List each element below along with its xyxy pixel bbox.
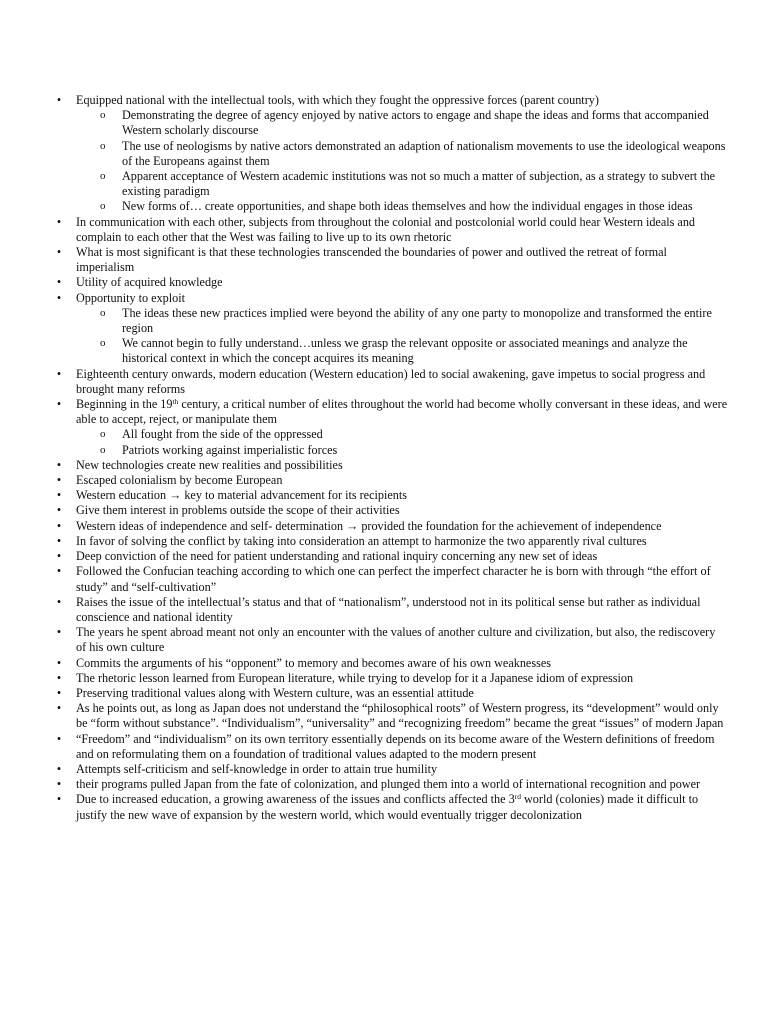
sub-bullet-text: We cannot begin to fully understand…unless we grasp the relevant opposite or associated meanings and analyze the historical context in which the concept acquires its meaning — [122, 336, 688, 366]
bullet-item — [56, 533, 728, 549]
bullet-glyph: • — [56, 670, 62, 685]
bullet-item — [56, 792, 728, 822]
bullet-item — [56, 473, 728, 488]
bullet-text: world (colonies) made it difficult to justify the new wave of expansion by the western world, which would eventually trigger decolonization — [76, 792, 699, 822]
bullet-glyph: • — [56, 275, 62, 290]
bullet-item — [56, 761, 728, 777]
bullet-item — [56, 397, 728, 458]
bullet-text: Western education → key to material advancement for its recipients — [76, 488, 408, 503]
sub-bullet-item — [100, 199, 728, 214]
bullet-glyph: • — [56, 245, 62, 260]
bullet-item — [56, 701, 728, 731]
bullet-item — [56, 518, 728, 534]
bullet-glyph: • — [56, 503, 62, 518]
bullet-item — [56, 777, 728, 792]
sub-bullet-glyph: o — [100, 170, 106, 183]
sub-bullet-glyph: o — [100, 109, 106, 122]
bullet-text: Beginning in the 19 — [76, 397, 173, 412]
bullet-glyph: • — [56, 518, 62, 533]
sub-bullet-text: New forms of… create opportunities, and shape both ideas themselves and how the individual engages in those ideas — [122, 199, 693, 214]
bullet-item — [56, 594, 728, 625]
bullet-glyph: • — [56, 564, 62, 579]
bullet-list — [0, 93, 768, 823]
sub-bullet-glyph: o — [100, 139, 106, 152]
bullet-text: their programs pulled Japan from the fate of colonization, and plunged them into a world of international recognition and power — [76, 777, 701, 792]
sub-bullet-glyph: o — [100, 428, 106, 441]
bullet-glyph: • — [56, 214, 62, 229]
sub-bullet-glyph: o — [100, 306, 106, 319]
bullet-text: What is most significant is that these technologies transcended the boundaries of power and outlived the retreat of formal imperialism — [76, 245, 667, 275]
bullet-item — [56, 290, 728, 367]
sub-bullet-item — [100, 138, 728, 169]
bullet-item — [56, 245, 728, 275]
sub-bullet-list — [76, 427, 728, 457]
sub-bullet-text: All fought from the side of the oppressed — [122, 427, 323, 442]
notes-body — [0, 93, 768, 823]
bullet-text: Preserving traditional values along with Western culture, was an essential attitude — [76, 685, 474, 700]
bullet-text: Utility of acquired knowledge — [76, 275, 223, 290]
bullet-text: Equipped national with the intellectual tools, with which they fought the oppressive forces (parent country) — [76, 93, 599, 107]
bullet-item — [56, 275, 728, 290]
bullet-item — [56, 655, 728, 671]
sub-bullet-list — [76, 306, 728, 367]
bullet-item — [56, 488, 728, 503]
bullet-item — [56, 366, 728, 397]
bullet-item — [56, 214, 728, 245]
bullet-glyph: • — [56, 473, 62, 488]
bullet-glyph: • — [56, 594, 62, 609]
ordinal-superscript: th — [172, 397, 179, 407]
bullet-glyph: • — [56, 93, 62, 107]
bullet-item — [56, 625, 728, 655]
bullet-glyph: • — [56, 701, 62, 716]
sub-bullet-text: The ideas these new practices implied were beyond the ability of any one party to monopolize and transformed the entire region — [122, 305, 712, 336]
ordinal-superscript: rd — [514, 792, 521, 802]
bullet-glyph: • — [56, 777, 62, 792]
bullet-text: In favor of solving the conflict by taking into consideration an attempt to harmonize the two apparently rival cultures — [76, 533, 647, 548]
bullet-text: century, a critical number of elites throughout the world had become wholly conversant in these ideas, and were able to accept, reject, or manipulate them — [76, 397, 728, 427]
bullet-text: Deep conviction of the need for patient understanding and rational inquiry concerning any new set of ideas — [76, 549, 598, 564]
bullet-text: Attempts self-criticism and self-knowledge in order to attain true humility — [76, 761, 438, 776]
sub-bullet-item — [100, 336, 728, 366]
bullet-text: Opportunity to exploit — [76, 290, 186, 305]
bullet-text: In communication with each other, subjects from throughout the colonial and postcolonial world could hear Western ideals and complain to each other that the West was failing to live up to its own rhetoric — [76, 214, 696, 244]
bullet-item — [56, 564, 728, 594]
bullet-glyph: • — [56, 290, 62, 305]
bullet-text: Escaped colonialism by become European — [76, 473, 283, 488]
bullet-item — [56, 93, 728, 215]
bullet-glyph: • — [56, 488, 62, 503]
bullet-item — [56, 503, 728, 518]
bullet-text: “Freedom” and “individualism” on its own territory essentially depends on its become aware of the Western definitions of freedom and on reformulating them on a foundation of traditional values adapted to the modern present — [76, 731, 715, 761]
bullet-item — [56, 549, 728, 564]
bullet-glyph: • — [56, 731, 62, 746]
bullet-glyph: • — [56, 792, 62, 807]
sub-bullet-text: Patriots working against imperialistic forces — [122, 442, 338, 457]
bullet-glyph: • — [56, 457, 62, 472]
bullet-text: New technologies create new realities and possibilities — [76, 457, 343, 472]
bullet-item — [56, 685, 728, 701]
bullet-glyph: • — [56, 685, 62, 700]
bullet-text: Western ideas of independence and self- determination → provided the foundation for the achievement of independence — [76, 518, 662, 533]
bullet-glyph: • — [56, 625, 62, 640]
sub-bullet-text: Demonstrating the degree of agency enjoyed by native actors to engage and shape the ideas and forms that accompanied Western scholarly discourse — [122, 108, 709, 138]
sub-bullet-text: Apparent acceptance of Western academic institutions was not so much a matter of subjection, as a strategy to subvert the existing paradigm — [122, 169, 716, 199]
bullet-text: The years he spent abroad meant not only an encounter with the values of another culture and civilization, but also, the rediscovery of his own culture — [76, 625, 716, 655]
bullet-text: Eighteenth century onwards, modern education (Western education) led to social awakening, gave impetus to social progress and brought many reforms — [76, 366, 706, 396]
bullet-text: Followed the Confucian teaching according to which one can perfect the imperfect character he is born with through “the effort of study” and “self-cultivation” — [76, 564, 711, 594]
sub-bullet-list — [76, 108, 728, 214]
bullet-text: The rhetoric lesson learned from European literature, while trying to develop for it a Japanese idiom of expression — [76, 670, 634, 685]
sub-bullet-item — [100, 427, 728, 442]
bullet-glyph: • — [56, 761, 62, 776]
bullet-item — [56, 457, 728, 473]
bullet-glyph: • — [56, 366, 62, 381]
bullet-item — [56, 670, 728, 686]
sub-bullet-glyph: o — [100, 443, 106, 456]
sub-bullet-glyph: o — [100, 200, 106, 213]
bullet-text: Raises the issue of the intellectual’s status and that of “nationalism”, understood not in its political sense but rather as individual conscience and national identity — [76, 594, 701, 624]
sub-bullet-glyph: o — [100, 337, 106, 350]
bullet-text: As he points out, as long as Japan does not understand the “philosophical roots” of Western progress, its “development” would only be “form without substance”. “Individualism”, “universality” and “recognizing freedom” became the great “issues” of modern Japan — [76, 701, 724, 731]
sub-bullet-text: The use of neologisms by native actors demonstrated an adaption of nationalism movements to use the ideological weapons of the Europeans against them — [122, 138, 726, 168]
sub-bullet-item — [100, 305, 728, 336]
sub-bullet-item — [100, 108, 728, 138]
bullet-glyph: • — [56, 533, 62, 548]
bullet-text: Due to increased education, a growing awareness of the issues and conflicts affected the 3 — [76, 792, 515, 807]
bullet-text: Commits the arguments of his “opponent” to memory and becomes aware of his own weaknesses — [76, 655, 551, 670]
bullet-text: Give them interest in problems outside the scope of their activities — [76, 503, 400, 518]
sub-bullet-item — [100, 442, 728, 458]
bullet-glyph: • — [56, 397, 62, 412]
bullet-glyph: • — [56, 549, 62, 564]
bullet-item — [56, 731, 728, 762]
sub-bullet-item — [100, 169, 728, 199]
bullet-glyph: • — [56, 655, 62, 670]
